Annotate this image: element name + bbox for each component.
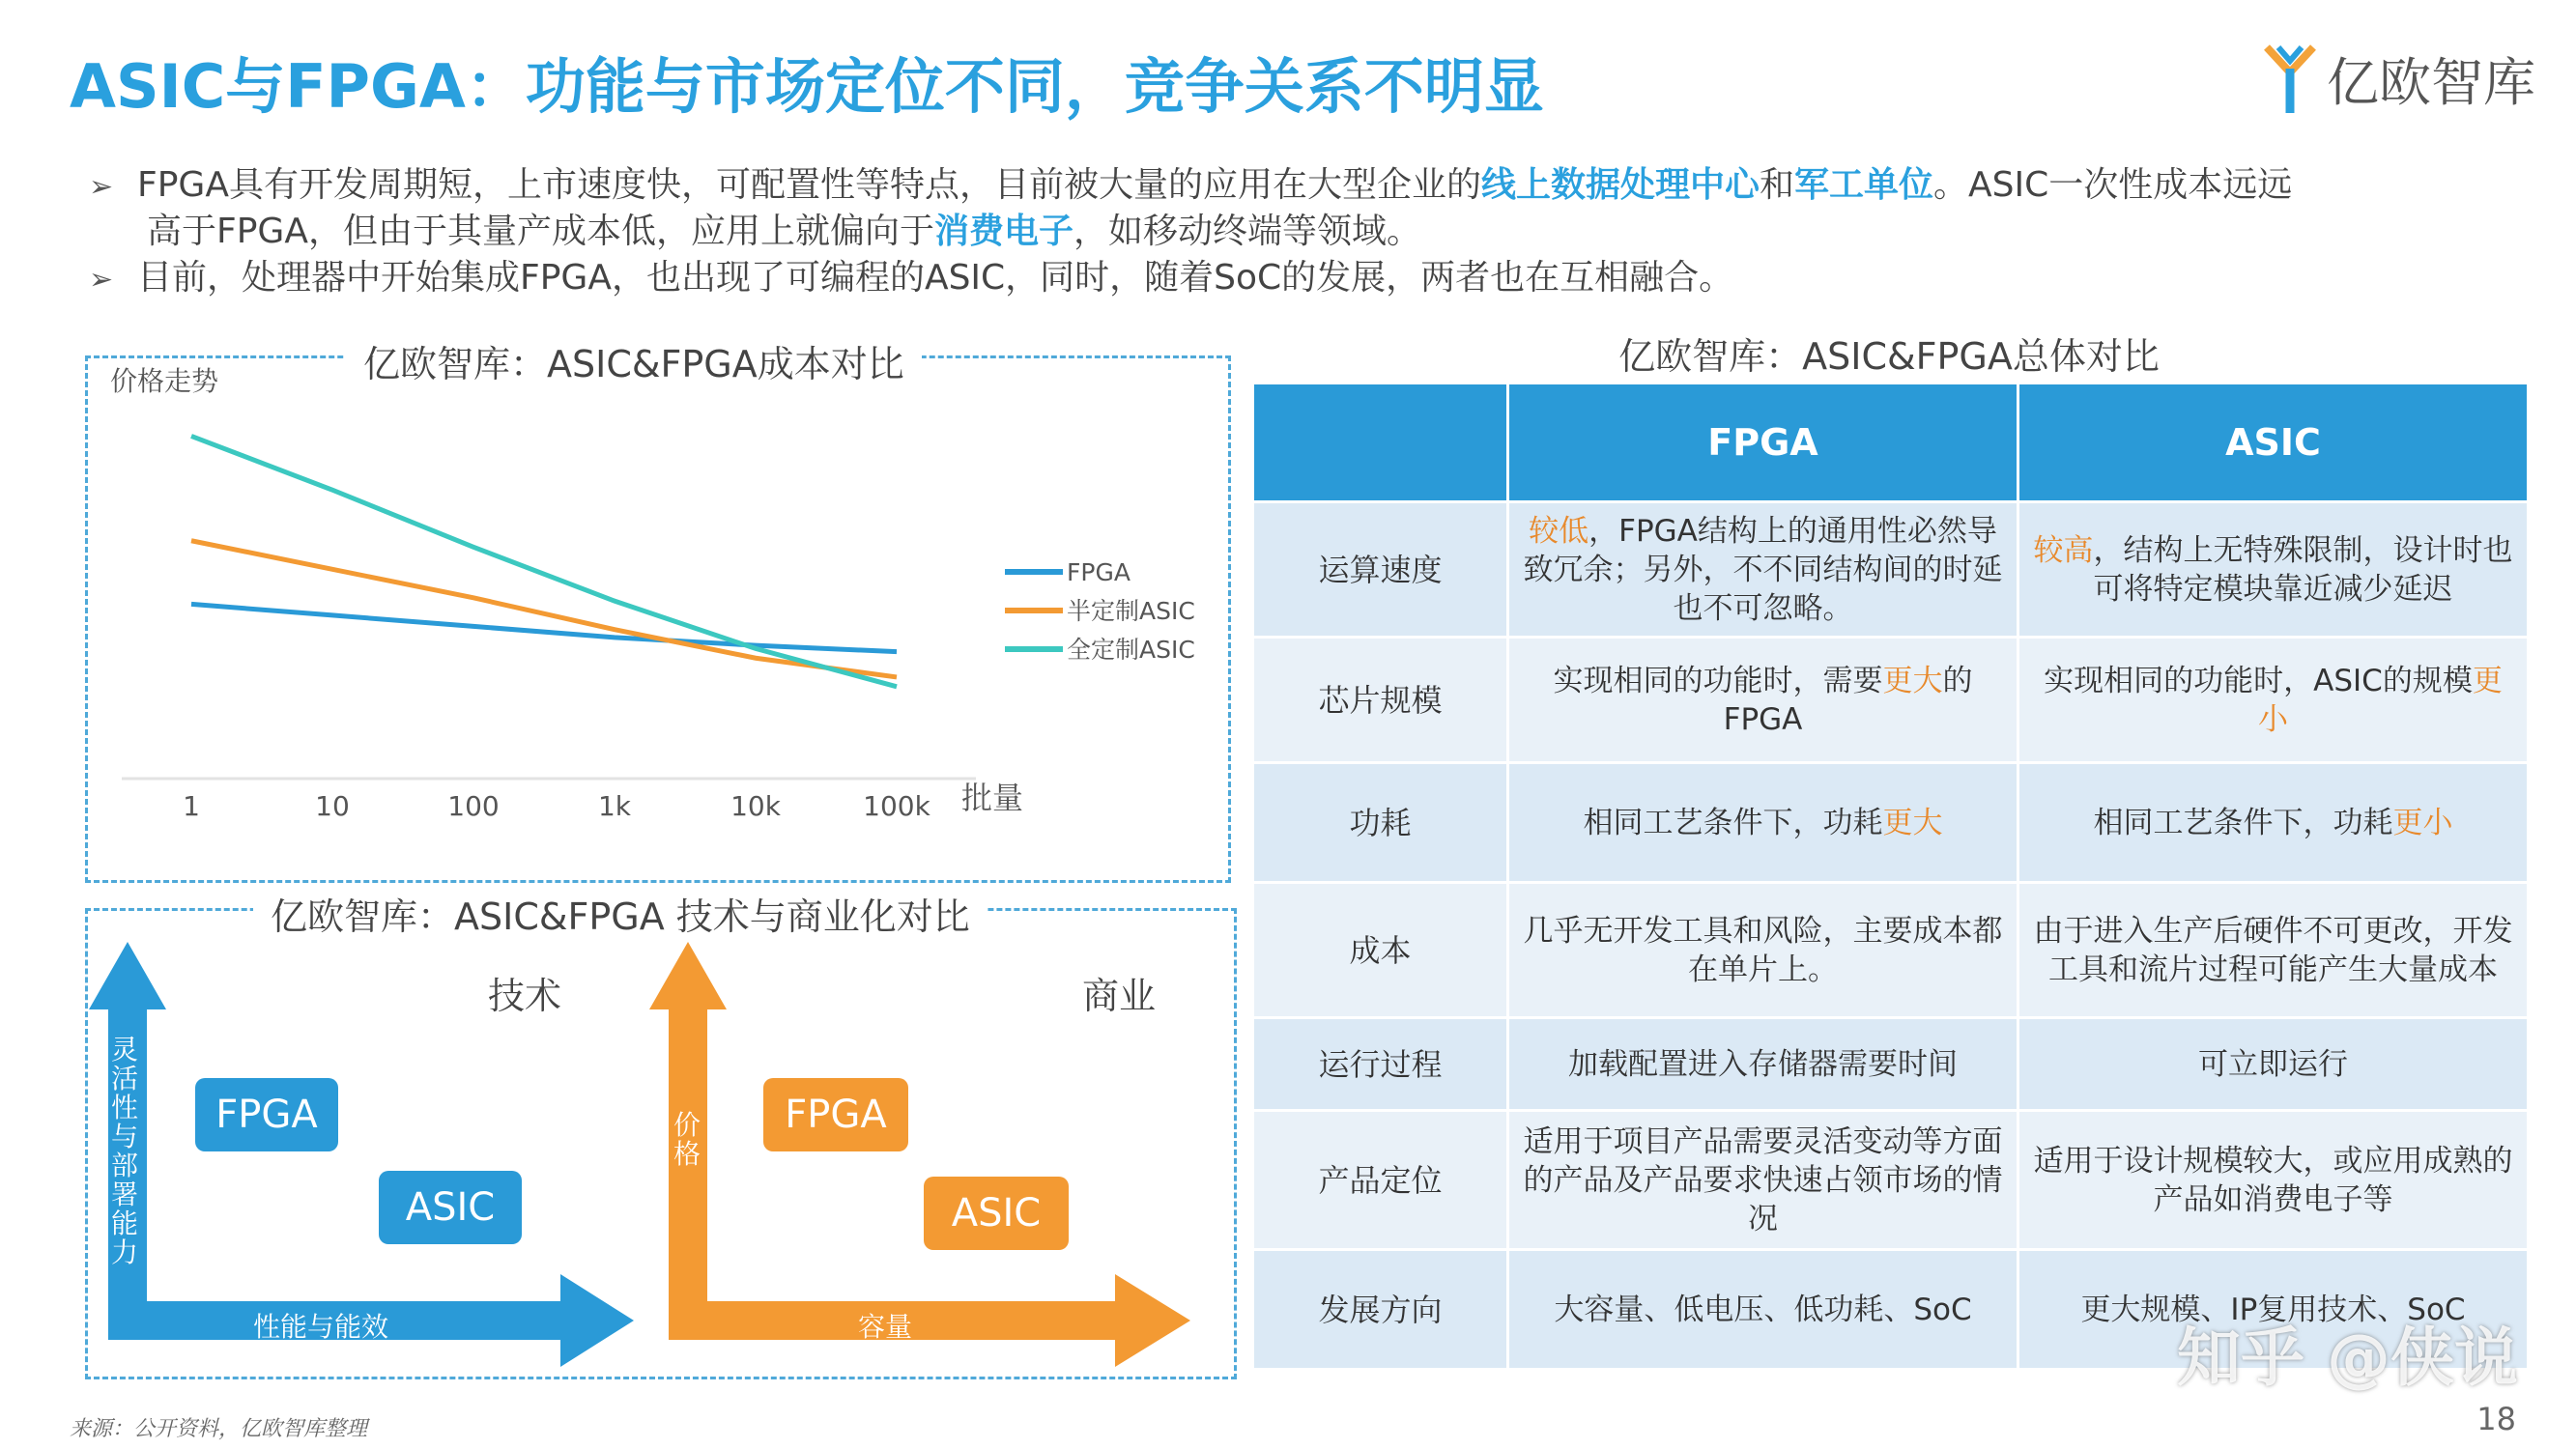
row-label: 运算速度 — [1253, 502, 1508, 638]
biz-x-axis-label: 容量 — [858, 1311, 913, 1343]
page-number: 18 — [2476, 1401, 2516, 1437]
x-tick-label: 100 — [447, 790, 500, 822]
source-footnote: 来源：公开资料，亿欧智库整理 — [70, 1417, 368, 1441]
cell-text: 相同工艺条件下，功耗 — [2093, 805, 2393, 840]
tech-asic-tag: ASIC — [379, 1171, 522, 1244]
cell-text: 实现相同的功能时，需要 — [1553, 663, 1883, 698]
asic-cell — [2018, 763, 2529, 883]
bullet-text: 。ASIC一次性成本远远 — [1933, 165, 2293, 205]
table-header-cell: FPGA — [1508, 384, 2018, 502]
x-axis-label: 批量 — [961, 780, 1024, 816]
row-label: 成本 — [1253, 883, 1508, 1018]
highlight-text: 较高 — [2033, 532, 2094, 568]
row-label: 功耗 — [1253, 763, 1508, 883]
fpga-cell: 大容量、低电压、低功耗、SoC — [1508, 1250, 2018, 1370]
asic-cell: 更大规模、IP复用技术、SoC — [2018, 1250, 2529, 1370]
row-label: 芯片规模 — [1253, 638, 1508, 763]
fpga-cell — [1508, 638, 2018, 763]
cost-line-chart — [87, 359, 1223, 875]
comparison-table — [1251, 382, 2530, 1371]
tech-business-title: 亿欧智库：ASIC&FPGA 技术与商业化对比 — [253, 887, 987, 940]
cell-text: ，结构上无特殊限制，设计时也可将特定模块靠近减少延迟 — [2093, 532, 2513, 607]
highlight-text: 更大 — [1882, 663, 1943, 698]
asic-cell: 由于进入生产后硬件不可更改，开发工具和流片过程可能产生大量成本 — [2018, 883, 2529, 1018]
bullet-1-line2 — [147, 209, 2576, 255]
biz-fpga-tag: FPGA — [763, 1078, 908, 1151]
cost-chart-title: 亿欧智库：ASIC&FPGA成本对比 — [346, 334, 922, 387]
fpga-cell: 几乎无开发工具和风险，主要成本都在单片上。 — [1508, 883, 2018, 1018]
table-title: 亿欧智库：ASIC&FPGA总体对比 — [1618, 335, 2160, 378]
biz-y-axis-label: 价格 — [673, 1109, 701, 1170]
highlight-text: 线上数据处理中心 — [1480, 165, 1760, 205]
cell-text: ，FPGA结构上的通用性必然导致冗余；另外，不不同结构间的时延也不可忽略。 — [1523, 513, 2003, 626]
x-tick-label: 10k — [730, 790, 781, 822]
table-header-row — [1253, 384, 2529, 502]
highlight-text: 较低 — [1529, 513, 1589, 549]
x-tick-label: 10 — [315, 790, 350, 822]
tech-label: 技术 — [488, 975, 562, 1017]
bullet-text: 和 — [1759, 165, 1794, 205]
table-row — [1253, 1018, 2529, 1111]
fpga-cell: 加载配置进入存储器需要时间 — [1508, 1018, 2018, 1111]
logo-text: 亿欧智库 — [2327, 51, 2535, 113]
table-header-cell — [1253, 384, 1508, 502]
legend-label: 全定制ASIC — [1067, 636, 1195, 664]
legend-label: FPGA — [1067, 558, 1131, 586]
legend-label: 半定制ASIC — [1067, 597, 1195, 625]
tech-x-axis-label: 性能与能效 — [253, 1311, 389, 1343]
biz-asic-tag: ASIC — [924, 1177, 1069, 1250]
row-label: 发展方向 — [1253, 1250, 1508, 1370]
bullet-2 — [89, 255, 2524, 303]
cell-text: 相同工艺条件下，功耗 — [1583, 805, 1883, 840]
x-tick-label: 100k — [863, 790, 930, 822]
page-title: ASIC与FPGA：功能与市场定位不同，竞争关系不明显 — [70, 51, 1544, 122]
table-row — [1253, 1111, 2529, 1250]
bullet-text: 目前，处理器中开始集成FPGA，也出现了可编程的ASIC，同时，随着SoC的发展，两者也在互相融合。 — [137, 258, 1734, 298]
bullet-text: 高于FPGA，但由于其量产成本低，应用上就偏向于 — [147, 212, 934, 251]
watermark: 知乎 @侠说 — [2177, 1321, 2518, 1395]
asic-cell: 适用于设计规模较大，或应用成熟的产品如消费电子等 — [2018, 1111, 2529, 1250]
highlight-text: 消费电子 — [933, 212, 1073, 251]
fpga-cell: 适用于项目产品需要灵活变动等方面的产品及产品要求快速占领市场的情况 — [1508, 1111, 2018, 1250]
fpga-cell — [1508, 763, 2018, 883]
y-axis-label: 价格走势 — [110, 365, 219, 397]
highlight-text: 军工单位 — [1793, 165, 1933, 205]
asic-cell: 可立即运行 — [2018, 1018, 2529, 1111]
biz-x-arrow — [669, 1274, 1190, 1367]
highlight-text: 更大 — [1882, 805, 1943, 840]
table-header-cell: ASIC — [2018, 384, 2529, 502]
bullet-text: ，如移动终端等领域。 — [1073, 212, 1421, 251]
highlight-text: 更小 — [2258, 663, 2503, 737]
row-label: 产品定位 — [1253, 1111, 1508, 1250]
table-row — [1253, 638, 2529, 763]
fpga-cell — [1508, 502, 2018, 638]
table-row — [1253, 502, 2529, 638]
tech-fpga-tag: FPGA — [195, 1078, 338, 1151]
asic-cell — [2018, 502, 2529, 638]
brand-logo — [2261, 37, 2535, 120]
bullet-arrow-icon: ➢ — [89, 170, 114, 204]
cell-text: 实现相同的功能时，ASIC的规模 — [2044, 663, 2473, 698]
x-tick-label: 1 — [183, 790, 200, 822]
highlight-text: 更小 — [2392, 805, 2453, 840]
cell-text: 的FPGA — [1723, 663, 1973, 737]
asic-cell — [2018, 638, 2529, 763]
table-row — [1253, 763, 2529, 883]
table-row — [1253, 883, 2529, 1018]
bullet-arrow-icon: ➢ — [89, 263, 114, 297]
bullet-1 — [89, 162, 2524, 211]
tech-y-axis-label: 灵活性与部署能力 — [110, 1034, 138, 1268]
biz-label: 商业 — [1082, 975, 1157, 1017]
x-tick-label: 1k — [597, 790, 632, 822]
row-label: 运行过程 — [1253, 1018, 1508, 1111]
bullet-text: FPGA具有开发周期短，上市速度快，可配置性等特点，目前被大量的应用在大型企业的 — [137, 165, 1481, 205]
yiou-logo-icon — [2261, 40, 2319, 117]
